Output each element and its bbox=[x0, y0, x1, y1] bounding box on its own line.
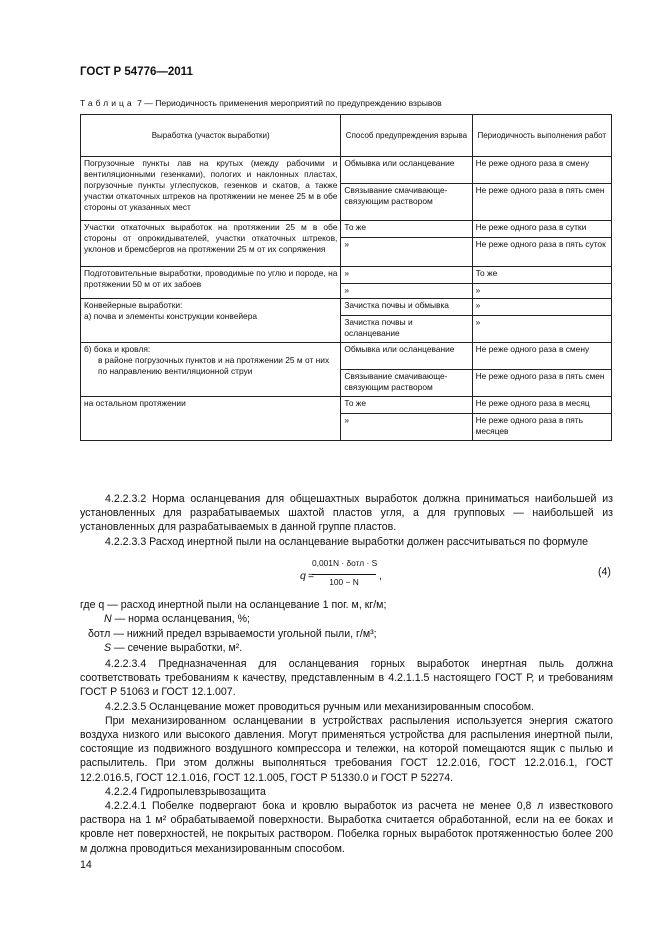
method-cell: » bbox=[341, 267, 472, 284]
legend-line: δотл — нижний предел взрываемости угольной пыли, г/м³; bbox=[88, 627, 377, 640]
column-header: Способ предупреждения взрыва bbox=[341, 115, 472, 157]
document-header: ГОСТ Р 54776—2011 bbox=[80, 66, 193, 78]
legend-line: S — сечение выработки, м². bbox=[104, 642, 243, 655]
page-number: 14 bbox=[80, 859, 92, 871]
workings-cell: Погрузочные пункты лав на крутых (между рабочими и вентиляционными гезенками), пологих и наклонных пластах, погрузочные пункты углеспусков, гезенков и скатов, а также участки откаточных штреков на протяжении не менее 25 м в обе стороны от указанных мест bbox=[81, 157, 341, 221]
formula-number: (4) bbox=[598, 566, 611, 578]
formula-numerator: 0,001N · δотл · S bbox=[312, 558, 378, 568]
table-caption-word: Таблица bbox=[80, 98, 135, 108]
method-cell: Обмывка или осланцевание bbox=[341, 157, 472, 184]
paragraph-4-2-2-3-3: 4.2.2.3.3 Расход инертной пыли на осланцевание выработки должен рассчитываться по формуле bbox=[105, 535, 589, 548]
period-cell: Не реже одного раза в пять суток bbox=[472, 238, 611, 267]
table-row bbox=[81, 397, 612, 414]
column-header: Периодичность выполнения работ bbox=[472, 115, 611, 157]
formula-lhs: q bbox=[300, 570, 306, 582]
method-cell: » bbox=[341, 284, 472, 299]
period-cell: Не реже одного раза в смену bbox=[472, 157, 611, 184]
legend-line: N — норма осланцевания, %; bbox=[104, 613, 251, 626]
table-caption bbox=[80, 98, 442, 108]
paragraph-4-2-2-4-1: 4.2.2.4.1 Побелке подвергают бока и кровлю выработок из расчета не менее 0,8 л известкового раствора на 1 м² обрабатываемой поверхности. Выработка считается обработанной, если на ее боках и кровле нет поверхностей, не покрытых раствором. Побелка горных выработок протяженностью более 200 м должна проводиться механизированным способом. bbox=[80, 800, 613, 855]
workings-cell: на остальном протяжении bbox=[81, 397, 341, 441]
workings-title: Конвейерные выработки: bbox=[84, 300, 183, 310]
period-cell: Не реже одного раза в смену bbox=[472, 343, 611, 370]
paragraph-4-2-2-3-5: 4.2.2.3.5 Осланцевание может проводиться ручным или механизированным способом. bbox=[105, 700, 535, 713]
period-cell: То же bbox=[472, 267, 611, 284]
paragraph-4-2-2-3-2: 4.2.2.3.2 Норма осланцевания для общешахтных выработок должна приниматься наибольшей из установленных для разрабатываемых шахтой пластов угля, а для групповых — наибольшей из установленных для разрабатываемых в данной группе пластов. bbox=[80, 493, 613, 534]
workings-cell: Подготовительные выработки, проводимые по углю и породе, на протяжении 50 м от их забоев bbox=[81, 267, 341, 299]
method-cell: » bbox=[341, 414, 472, 441]
period-cell: » bbox=[472, 299, 611, 316]
explosion-prevention-table bbox=[80, 114, 612, 441]
body-text-top bbox=[80, 492, 613, 549]
workings-title: б) бока и кровля: bbox=[84, 344, 151, 354]
period-cell: Не реже одного раза в сутки bbox=[472, 221, 611, 238]
method-cell: То же bbox=[341, 221, 472, 238]
table-caption-text: 7 — Периодичность применения мероприятий по предупреждению взрывов bbox=[137, 98, 442, 108]
workings-cell: Участки откаточных выработок на протяжении 25 м в обе стороны от опрокидывателей, участки откаточных штреков, уклонов и бремсбергов на протяжении 25 м от их сопряжения bbox=[81, 221, 341, 267]
table-row bbox=[81, 157, 612, 184]
table-row bbox=[81, 343, 612, 370]
heading-4-2-2-4: 4.2.2.4 Гидропылевзрывозащита bbox=[105, 785, 266, 798]
legend-line: где q — расход инертной пыли на осланцевание 1 пог. м, кг/м; bbox=[80, 599, 387, 611]
formula-legend bbox=[80, 598, 386, 656]
period-cell: Не реже одного раза в месяц bbox=[472, 397, 611, 414]
formula-equals: = bbox=[308, 570, 315, 582]
body-text-bottom bbox=[80, 657, 613, 856]
method-cell: » bbox=[341, 238, 472, 267]
formula-denominator: 100 − N bbox=[312, 574, 376, 587]
period-cell: Не реже одного раза в пять смен bbox=[472, 370, 611, 397]
paragraph-4-2-2-3-4: 4.2.2.3.4 Предназначенная для осланцевания горных выработок инертная пыль должна соответствовать требованиям к качеству, представленным в 4.2.1.1.5 настоящего ГОСТ Р, и требованиям ГОСТ Р 51063 и ГОСТ 12.1.007. bbox=[80, 658, 613, 699]
column-header: Выработка (участок выработки) bbox=[81, 115, 341, 157]
method-cell: Связывание смачивающе-связующим раствором bbox=[341, 370, 472, 397]
method-cell: Обмывка или осланцевание bbox=[341, 343, 472, 370]
period-cell: Не реже одного раза в пять смен bbox=[472, 184, 611, 221]
paragraph-mechanized: При механизированном осланцевании в устройствах распыления используется энергия сжатого воздуха низкого или высокого давления. Могут применяться устройства для распыления инертной пыли, состоящие из подвижного воздушного компрессора и тележки, на которой помещаются ящик с пылью и распылитель. При этом должны выполняться требования ГОСТ 12.2.016, ГОСТ 12.2.016.1, ГОСТ 12.2.016.5, ГОСТ 12.1.016, ГОСТ 12.1.005, ГОСТ Р 51330.0 и ГОСТ Р 52274. bbox=[80, 714, 613, 784]
period-cell: » bbox=[472, 316, 611, 343]
table-row bbox=[81, 221, 612, 238]
period-cell: » bbox=[472, 284, 611, 299]
workings-cell bbox=[81, 343, 341, 397]
workings-subitem: в районе погрузочных пунктов и на протяжении 25 м от них по направлению вентиляционной струи bbox=[98, 355, 330, 376]
workings-cell bbox=[81, 299, 341, 343]
method-cell: Зачистка почвы и обмывка bbox=[341, 299, 472, 316]
workings-subitem: а) почва и элементы конструкции конвейера bbox=[84, 311, 258, 321]
table-header-row bbox=[81, 115, 612, 157]
method-cell: Зачистка почвы и осланцевание bbox=[341, 316, 472, 343]
table-row bbox=[81, 299, 612, 316]
method-cell: Связывание смачивающе-связующим раствором bbox=[341, 184, 472, 221]
table-row bbox=[81, 267, 612, 284]
period-cell: Не реже одного раза в пять месяцев bbox=[472, 414, 611, 441]
method-cell: То же bbox=[341, 397, 472, 414]
